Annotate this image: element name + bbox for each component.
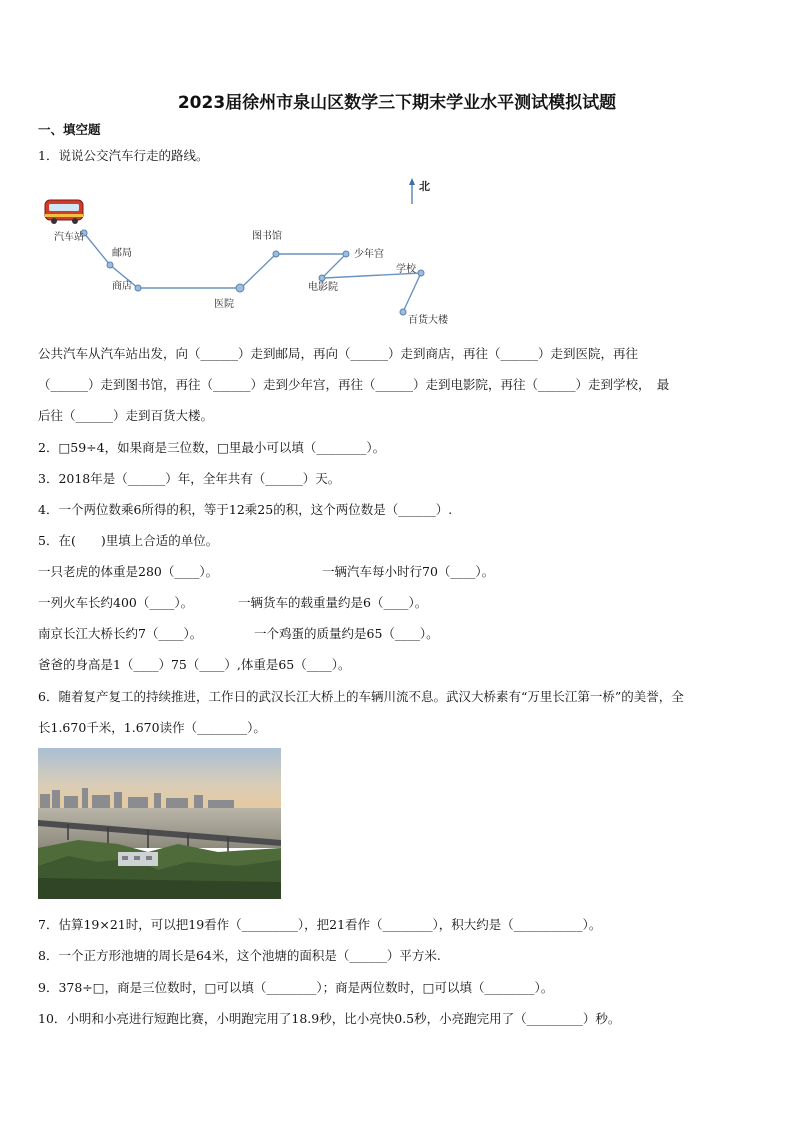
question-2: 2．□59÷4，如果商是三位数，□里最小可以填（________）。 xyxy=(38,440,386,455)
question-9: 9．378÷□，商是三位数时，□可以填（________）；商是两位数时，□可以填（________）。 xyxy=(38,980,554,995)
question-1-line-1: 公共汽车从汽车站出发，向（______）走到邮局，再向（______）走到商店，再往（______）走到医院，再往 xyxy=(38,346,639,361)
question-5-row-1b: 一辆汽车每小时行70（____）。 xyxy=(322,564,495,579)
stop-shop: 商店 xyxy=(112,281,132,292)
question-6-line-1: 6．随着复产复工的持续推进，工作日的武汉长江大桥上的车辆川流不息。武汉大桥素有“万里长江第一桥”的美誉，全 xyxy=(38,689,684,704)
section-heading: 一、填空题 xyxy=(38,122,101,137)
question-5-row-3a: 南京长江大桥长约7（____）。 xyxy=(38,626,203,641)
north-arrow-icon xyxy=(409,178,415,204)
stop-school: 学校 xyxy=(396,264,416,275)
question-5-row-3b: 一个鸡蛋的质量约是65（____）。 xyxy=(254,626,439,641)
stop-post: 邮局 xyxy=(112,248,132,259)
bus-icon xyxy=(45,200,83,224)
page-title: 2023届徐州市泉山区数学三下期末学业水平测试模拟试题 xyxy=(177,93,617,113)
bus-route-map xyxy=(38,170,468,330)
stop-station: 汽车站 xyxy=(54,232,84,243)
bridge-photo xyxy=(38,748,281,899)
question-4: 4．一个两位数乘6所得的积，等于12乘25的积，这个两位数是（______）. xyxy=(38,502,453,517)
north-label: 北 xyxy=(419,180,430,193)
question-5: 5．在( )里填上合适的单位。 xyxy=(38,533,219,548)
question-1-line-3: 后往（______）走到百货大楼。 xyxy=(38,408,214,423)
question-3: 3．2018年是（______）年，全年共有（______）天。 xyxy=(38,471,341,486)
question-5-row-1a: 一只老虎的体重是280（____）。 xyxy=(38,564,219,579)
question-7: 7．估算19×21时，可以把19看作（_________），把21看作（________），积大约是（___________）。 xyxy=(38,917,602,932)
question-6-line-2: 长1.670千米，1.670读作（________）。 xyxy=(38,720,266,735)
question-1: 1．说说公交汽车行走的路线。 xyxy=(38,148,209,163)
stop-library: 图书馆 xyxy=(252,231,282,242)
question-8: 8．一个正方形池塘的周长是64米，这个池塘的面积是（______）平方米. xyxy=(38,948,441,963)
stop-youth-palace: 少年宫 xyxy=(354,249,384,260)
question-10: 10．小明和小亮进行短跑比赛，小明跑完用了18.9秒，比小亮快0.5秒，小亮跑完用了（_________）秒。 xyxy=(38,1011,621,1026)
stop-cinema: 电影院 xyxy=(308,282,338,293)
question-5-row-2b: 一辆货车的载重量约是6（____）。 xyxy=(238,595,428,610)
stop-mall: 百货大楼 xyxy=(408,315,448,326)
question-5-row-4: 爸爸的身高是1（____）75（____）,体重是65（____）。 xyxy=(38,657,351,672)
question-5-row-2a: 一列火车长约400（____）。 xyxy=(38,595,194,610)
question-1-line-2: （______）走到图书馆，再往（______）走到少年宫，再往（______）走到电影院，再往（______）走到学校， 最 xyxy=(38,377,670,392)
stop-hospital: 医院 xyxy=(214,299,234,310)
